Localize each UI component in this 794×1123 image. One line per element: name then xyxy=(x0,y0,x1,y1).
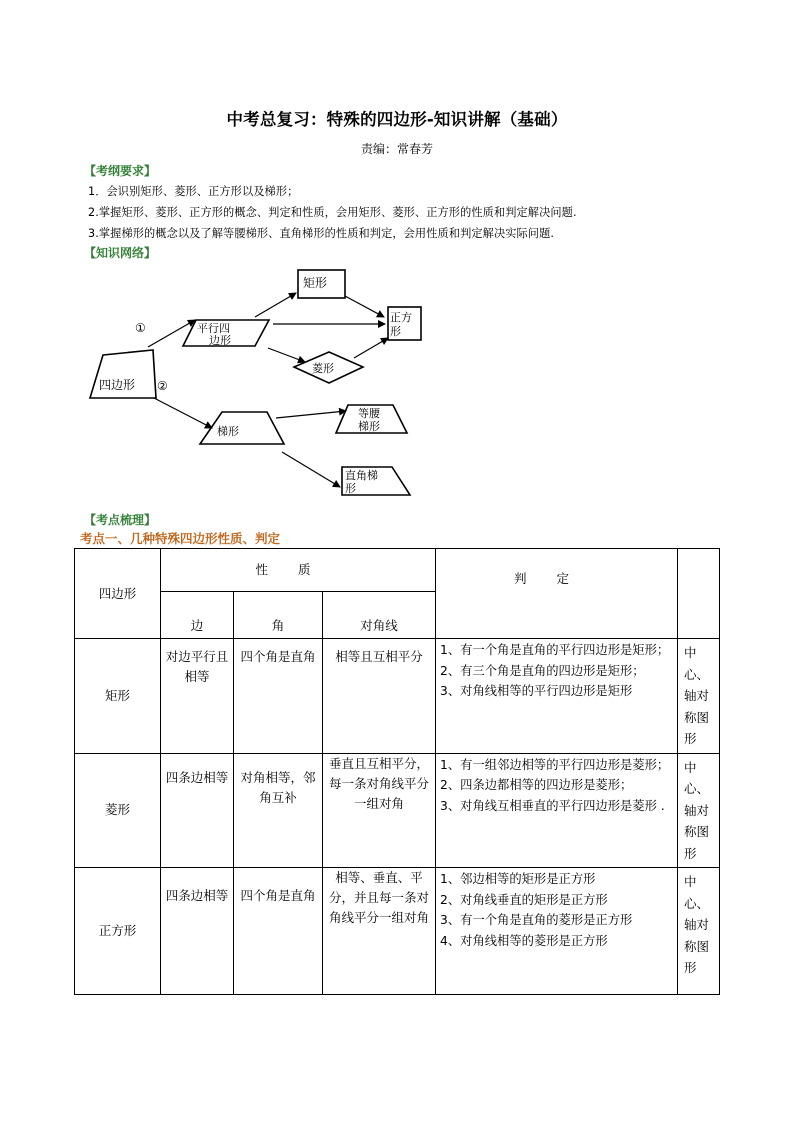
right-trapezoid-label-2: 形 xyxy=(345,482,356,495)
judge-item: 2、有三个角是直角的四边形是矩形； xyxy=(440,663,645,678)
angle-property: 四个角是直角 xyxy=(234,868,323,995)
subheader-diagonal: 对角线 xyxy=(323,592,436,639)
editor-line: 责编：常春芳 xyxy=(360,142,433,156)
quadrilateral-label: 四边形 xyxy=(99,378,136,392)
parallelogram-label-1: 平行四 xyxy=(197,322,230,335)
properties-table xyxy=(74,548,720,995)
knowledge-network-diagram xyxy=(0,0,794,520)
rectangle-label: 矩形 xyxy=(303,276,328,290)
route-1-label: ① xyxy=(135,321,146,335)
requirement-item: 1．会识别矩形、菱形、正方形以及梯形； xyxy=(88,185,299,198)
subheader-angle: 角 xyxy=(234,592,323,639)
shape-name: 矩形 xyxy=(75,639,161,754)
trapezoid-shape xyxy=(200,412,284,444)
shape-name: 正方形 xyxy=(75,868,161,995)
requirement-item: 3.掌握梯形的概念以及了解等腰梯形、直角梯形的性质和判定，会用性质和判定解决实际问题. xyxy=(88,227,555,240)
angle-property: 对角相等，邻角互补 xyxy=(234,753,323,868)
shape-name: 菱形 xyxy=(75,753,161,868)
square-label-2: 形 xyxy=(390,325,401,338)
section-key-points: 【考点梳理】 xyxy=(84,513,157,527)
document-title: 中考总复习：特殊的四边形-知识讲解（基础） xyxy=(226,110,568,129)
judge-criteria xyxy=(436,753,678,868)
judge-item: 1、有一组邻边相等的平行四边形是菱形； xyxy=(440,757,670,772)
diagonal-property: 相等且互相平分 xyxy=(323,639,436,754)
diagonal-property: 相等、垂直、平分，并且每一条对角线平分一组对角 xyxy=(323,868,436,995)
section-exam-requirements: 【考纲要求】 xyxy=(84,164,157,178)
table-row xyxy=(75,753,720,868)
trapezoid-label: 梯形 xyxy=(217,425,239,438)
header-empty xyxy=(678,549,720,639)
subheader-side: 边 xyxy=(161,592,234,639)
header-property xyxy=(161,549,436,592)
side-property: 四条边相等 xyxy=(161,868,234,995)
header-property-text: 性质 xyxy=(255,562,341,577)
isosceles-trapezoid-label-2: 梯形 xyxy=(358,420,380,433)
side-property: 对边平行且相等 xyxy=(161,639,234,754)
judge-item: 1、邻边相等的矩形是正方形 xyxy=(440,872,596,886)
judge-item: 2、对角线垂直的矩形是正方形 xyxy=(440,892,608,907)
judge-item: 4、对角线相等的菱形是正方形 xyxy=(440,933,608,948)
isosceles-trapezoid-label-1: 等腰 xyxy=(358,407,380,420)
symmetry-note: 中心、轴对称图形 xyxy=(678,868,720,995)
right-trapezoid-label-1: 直角梯 xyxy=(345,469,378,482)
header-shape: 四边形 xyxy=(75,549,161,639)
judge-item: 3、对角线相等的平行四边形是矩形 xyxy=(440,684,633,698)
angle-property: 四个角是直角 xyxy=(234,639,323,754)
route-2-label: ② xyxy=(157,379,168,393)
judge-item: 2、四条边都相等的四边形是菱形； xyxy=(440,778,633,792)
table-row xyxy=(75,639,720,754)
diagonal-property: 垂直且互相平分，每一条对角线平分一组对角 xyxy=(323,753,436,868)
side-property: 四条边相等 xyxy=(161,753,234,868)
symmetry-note: 中心、轴对称图形 xyxy=(678,639,720,754)
judge-item: 1、有一个角是直角的平行四边形是矩形； xyxy=(440,643,670,657)
requirement-item: 2.掌握矩形、菱形、正方形的概念、判定和性质，会用矩形、菱形、正方形的性质和判定解决问题. xyxy=(88,206,577,219)
rhombus-label: 菱形 xyxy=(312,362,334,375)
judge-criteria xyxy=(436,639,678,754)
table-row xyxy=(75,868,720,995)
header-judge xyxy=(436,549,678,639)
header-judge-text: 判定 xyxy=(514,571,600,586)
judge-item: 3、对角线互相垂直的平行四边形是菱形 . xyxy=(440,798,665,813)
judge-item: 3、有一个角是直角的菱形是正方形 xyxy=(440,913,633,927)
square-label-1: 正方 xyxy=(390,311,412,324)
parallelogram-label-2: 边形 xyxy=(209,334,231,347)
kaodian-1-title: 考点一、几种特殊四边形性质、判定 xyxy=(80,531,281,546)
symmetry-note: 中心、轴对称图形 xyxy=(678,753,720,868)
judge-criteria xyxy=(436,868,678,995)
section-knowledge-network: 【知识网络】 xyxy=(84,246,157,260)
